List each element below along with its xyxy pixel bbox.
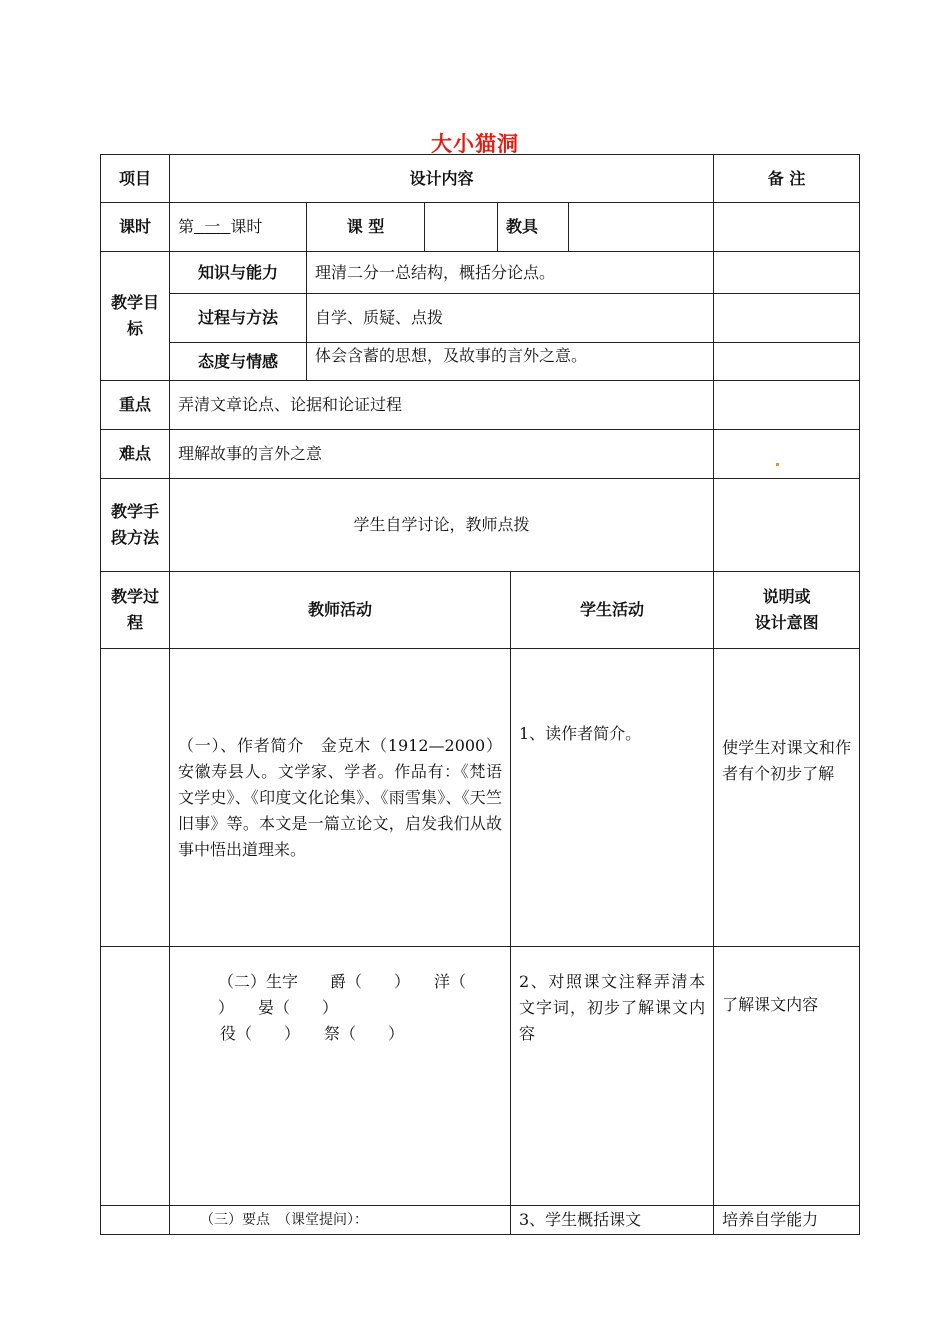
key-point-row bbox=[101, 381, 860, 430]
process-row bbox=[101, 1206, 860, 1235]
teaching-tools-value bbox=[569, 203, 714, 252]
lesson-number bbox=[194, 217, 230, 236]
means-notes bbox=[714, 479, 860, 572]
lesson-plan-table bbox=[100, 154, 860, 1235]
process-step bbox=[101, 649, 170, 947]
difficulty-notes bbox=[714, 430, 860, 479]
student-activity-header: 学生活动 bbox=[511, 572, 714, 649]
page-title: 大小猫洞 bbox=[431, 132, 519, 156]
process-header-row bbox=[101, 572, 860, 649]
objective-name: 态度与情感 bbox=[170, 343, 307, 381]
objective-name: 过程与方法 bbox=[170, 294, 307, 343]
objective-notes bbox=[714, 294, 860, 343]
objective-row bbox=[101, 294, 860, 343]
difficulty-text: 理解故事的言外之意 bbox=[170, 430, 714, 479]
lesson-type-value bbox=[425, 203, 498, 252]
means-row bbox=[101, 479, 860, 572]
student-activity: 1、读作者简介。 bbox=[511, 649, 714, 947]
process-row bbox=[101, 947, 860, 1206]
process-label: 教学过程 bbox=[101, 572, 170, 649]
vocab-line: 役（ ） 祭（ ） bbox=[220, 1024, 405, 1043]
teacher-activity bbox=[170, 947, 511, 1206]
teacher-activity: （一）、作者简介 金克木（1912—2000）安徽寿县人。文学家、学者。作品有：《梵语文学史》、《印度文化论集》、《雨雪集》、《天竺旧事》等。本文是一篇立论文，启发我们从故事中悟出道理来。 bbox=[170, 649, 511, 947]
objective-text bbox=[307, 252, 714, 294]
design-intent-header-line1: 说明或 bbox=[762, 587, 811, 606]
objective-text-content: 理清二分一总结构，概括分论点。 bbox=[315, 262, 556, 282]
objective-name: 知识与能力 bbox=[170, 252, 307, 294]
notes-header: 备 注 bbox=[714, 155, 860, 203]
lesson-type-label: 课 型 bbox=[307, 203, 425, 252]
objective-text: 自学、质疑、点拨 bbox=[307, 294, 714, 343]
lesson-value-suffix: 课时 bbox=[230, 217, 263, 236]
objectives-label: 教学目标 bbox=[101, 252, 170, 381]
objective-notes bbox=[714, 343, 860, 381]
lesson-notes bbox=[714, 203, 860, 252]
design-intent-header bbox=[714, 572, 860, 649]
lesson-label: 课时 bbox=[101, 203, 170, 252]
design-intent: 了解课文内容 bbox=[714, 947, 860, 1206]
content-header: 设计内容 bbox=[170, 155, 714, 203]
key-point-notes bbox=[714, 381, 860, 430]
means-label: 教学手段方法 bbox=[101, 479, 170, 572]
process-step bbox=[101, 1206, 170, 1235]
teaching-tools-label: 教具 bbox=[498, 203, 569, 252]
difficulty-label: 难点 bbox=[101, 430, 170, 479]
ink-dot bbox=[776, 463, 779, 466]
objective-row bbox=[101, 252, 860, 294]
teacher-activity: （三）要点 （课堂提问）： bbox=[170, 1206, 511, 1235]
header-row bbox=[101, 155, 860, 203]
key-point-label: 重点 bbox=[101, 381, 170, 430]
difficulty-row bbox=[101, 430, 860, 479]
key-point-text: 弄清文章论点、论据和论证过程 bbox=[170, 381, 714, 430]
design-intent: 使学生对课文和作者有个初步了解 bbox=[714, 649, 860, 947]
means-text: 学生自学讨论，教师点拨 bbox=[170, 479, 714, 572]
item-header: 项目 bbox=[101, 155, 170, 203]
design-intent-header-line2: 设计意图 bbox=[754, 613, 819, 632]
vocab-line: （二）生字 爵（ ） 洋（ ） 晏（ ） bbox=[218, 972, 499, 1017]
student-activity: 2、对照课文注释弄清本文字词，初步了解课文内容 bbox=[511, 947, 714, 1206]
student-activity: 3、学生概括课文 bbox=[511, 1206, 714, 1235]
objective-notes bbox=[714, 252, 860, 294]
objective-row bbox=[101, 343, 860, 381]
design-intent: 培养自学能力 bbox=[714, 1206, 860, 1235]
lesson-number-text: 一 bbox=[204, 217, 221, 236]
lesson-row bbox=[101, 203, 860, 252]
teacher-activity-header: 教师活动 bbox=[170, 572, 511, 649]
lesson-value bbox=[170, 203, 307, 252]
lesson-value-prefix: 第 bbox=[178, 217, 195, 236]
process-step bbox=[101, 947, 170, 1206]
process-row bbox=[101, 649, 860, 947]
objective-text: 体会含蓄的思想，及故事的言外之意。 bbox=[307, 343, 714, 381]
